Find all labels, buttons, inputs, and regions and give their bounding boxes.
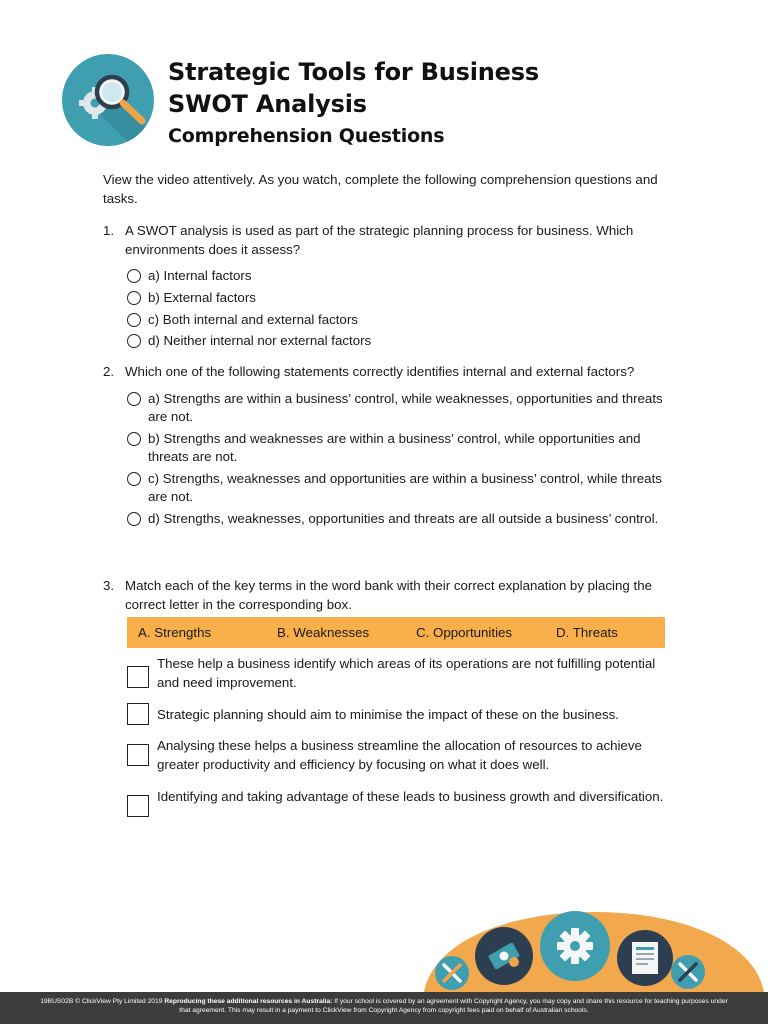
option-label: c) Both internal and external factors bbox=[148, 311, 358, 327]
match-item-2 bbox=[127, 706, 667, 725]
report-icon bbox=[617, 930, 673, 986]
match-item-4 bbox=[127, 788, 667, 807]
match-text: Identifying and taking advantage of these leads to business growth and diversification. bbox=[157, 789, 664, 804]
radio-button[interactable] bbox=[127, 334, 141, 348]
match-text: These help a business identify which areas of its operations are not fulfilling potential and need improvement. bbox=[157, 656, 656, 690]
footer-copyright bbox=[0, 992, 768, 1024]
word-bank-term-a: A. Strengths bbox=[138, 625, 212, 640]
option-2c[interactable] bbox=[127, 470, 663, 507]
match-text: Strategic planning should aim to minimise the impact of these on the business. bbox=[157, 707, 619, 722]
question-2 bbox=[103, 363, 663, 531]
word-bank-term-b: B. Weaknesses bbox=[277, 625, 370, 640]
radio-button[interactable] bbox=[127, 512, 141, 526]
word-bank-term-c: C. Opportunities bbox=[416, 625, 513, 640]
option-label: a) Strengths are within a business’ control, while weaknesses, opportunities and threats are not. bbox=[148, 390, 663, 424]
question-number: 1. bbox=[103, 223, 115, 238]
option-2a[interactable] bbox=[127, 390, 663, 427]
option-label: b) External factors bbox=[148, 289, 256, 305]
title-line-3: Comprehension Questions bbox=[168, 125, 445, 147]
radio-button[interactable] bbox=[127, 291, 141, 305]
word-bank-term-d: D. Threats bbox=[556, 625, 618, 640]
option-1a[interactable] bbox=[127, 267, 663, 286]
radio-button[interactable] bbox=[127, 392, 141, 406]
gear-icon bbox=[540, 911, 610, 981]
word-bank bbox=[127, 617, 665, 648]
footer-decoration bbox=[420, 910, 768, 992]
tools-icon bbox=[435, 956, 469, 990]
answer-box[interactable] bbox=[127, 795, 149, 817]
question-text: Match each of the key terms in the word bank with their correct explanation by placing the correct letter in the corresponding box. bbox=[125, 578, 652, 612]
option-2d[interactable] bbox=[127, 510, 663, 529]
question-3 bbox=[103, 577, 663, 614]
option-label: d) Strengths, weaknesses, opportunities and threats are all outside a business’ control. bbox=[148, 510, 659, 526]
question-text: Which one of the following statements correctly identifies internal and external factors? bbox=[125, 364, 635, 379]
question-number: 2. bbox=[103, 364, 115, 379]
question-number: 3. bbox=[103, 578, 115, 593]
answer-box[interactable] bbox=[127, 744, 149, 766]
footer-code: 19BUS02B © ClickView Pty Limited 2019 bbox=[40, 998, 163, 1005]
question-text: A SWOT analysis is used as part of the strategic planning process for business. Which environments does it assess? bbox=[125, 223, 634, 257]
magnifier-gear-icon bbox=[62, 54, 154, 146]
option-label: b) Strengths and weaknesses are within a business’ control, while opportunities and threats are not. bbox=[148, 430, 641, 464]
radio-button[interactable] bbox=[127, 269, 141, 283]
answer-box[interactable] bbox=[127, 703, 149, 725]
match-item-3 bbox=[127, 737, 667, 774]
option-2b[interactable] bbox=[127, 430, 663, 467]
question-1 bbox=[103, 222, 663, 354]
option-1c[interactable] bbox=[127, 311, 663, 330]
option-1b[interactable] bbox=[127, 289, 663, 308]
radio-button[interactable] bbox=[127, 313, 141, 327]
title-line-1: Strategic Tools for Business bbox=[168, 58, 539, 86]
hammer-wrench-icon bbox=[671, 955, 705, 989]
radio-button[interactable] bbox=[127, 472, 141, 486]
option-1d[interactable] bbox=[127, 332, 663, 351]
intro-text: View the video attentively. As you watch, complete the following comprehension questions and tasks. bbox=[103, 172, 658, 206]
title-line-2: SWOT Analysis bbox=[168, 90, 367, 118]
option-label: d) Neither internal nor external factors bbox=[148, 333, 372, 349]
page-title bbox=[168, 56, 539, 152]
answer-box[interactable] bbox=[127, 666, 149, 688]
option-label: c) Strengths, weaknesses and opportunities are within a business’ control, while threats are not. bbox=[148, 470, 662, 504]
radio-button[interactable] bbox=[127, 432, 141, 446]
footer-text: If your school is covered by an agreement with Copyright Agency, you may copy and share this resource for teaching purposes under that agreement. This may result in a payment to ClickView from Copyright Agency from copyright fees paid on behalf of Australian schools. bbox=[179, 998, 728, 1014]
match-item-1 bbox=[127, 655, 667, 692]
money-icon bbox=[475, 927, 533, 985]
footer-bold-label: Reproducing these additional resources in Australia: bbox=[164, 998, 333, 1005]
option-label: a) Internal factors bbox=[148, 268, 252, 283]
match-text: Analysing these helps a business streamline the allocation of resources to achieve greater productivity and efficiency by focusing on what it does well. bbox=[157, 738, 642, 772]
